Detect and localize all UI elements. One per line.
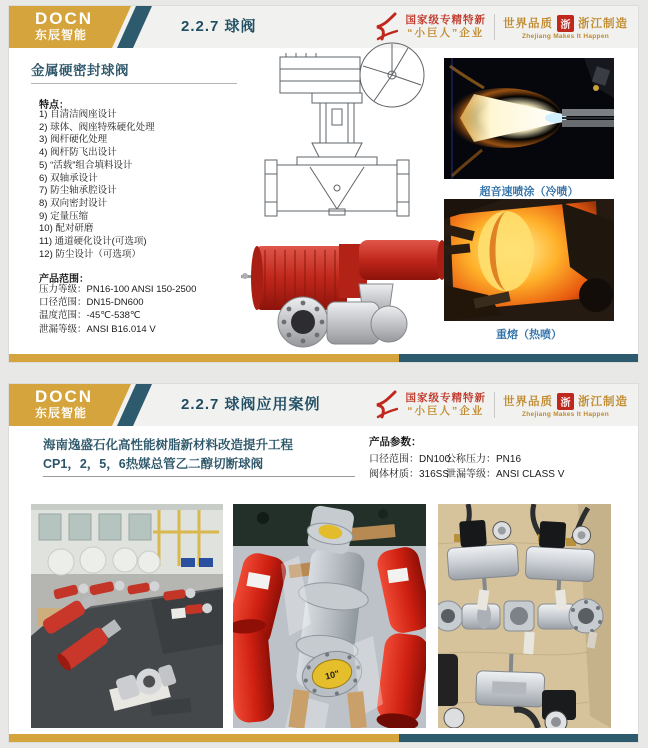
feature-item: 7) 防尘轴承腔设计 <box>39 185 117 197</box>
param-leakage-class: 泄漏等级：ANSI CLASS V <box>446 469 565 480</box>
features-label: 特点： <box>39 100 69 111</box>
heading-underline <box>31 83 237 84</box>
valve-technical-drawing <box>252 39 447 217</box>
case-title-underline <box>43 476 355 477</box>
range-line: 口径范围：DN15-DN600 <box>39 297 144 309</box>
feature-item: 3) 阀杆硬化处理 <box>39 134 108 146</box>
slide-1-card <box>8 5 639 363</box>
feature-item: 6) 双轴承设计 <box>39 172 98 184</box>
slide-2-card <box>8 383 639 743</box>
photo-factory-floor <box>31 504 223 728</box>
footer-teal-segment <box>399 734 638 742</box>
badge2-subtitle: Zhejiang Makes It Happen <box>521 410 610 418</box>
cold-spray-caption: 超音速喷涂（冷喷） <box>479 186 579 198</box>
params-label: 产品参数： <box>369 436 422 448</box>
badge-divider <box>494 14 495 40</box>
badge1-line1: 国家级专精特新 <box>405 13 486 26</box>
brand-logo <box>35 10 93 41</box>
brand-logo-line2: 东辰智能 <box>35 27 88 42</box>
section-heading: 金属硬密封球阀 <box>31 63 129 78</box>
param-body-material: 阀体材质：316SS <box>369 469 450 480</box>
feature-item: 9) 定量压缩 <box>39 210 89 222</box>
valve-size-label: 10" <box>324 668 341 682</box>
feature-item: 5) “活载”组合填料设计 <box>39 159 133 171</box>
header-badges <box>374 384 629 426</box>
product-range-label: 产品范围： <box>39 274 89 285</box>
feature-item: 11) 通道硬化设计(可选项) <box>39 236 147 248</box>
zhejiang-made-icon: 浙 <box>557 15 574 32</box>
badge1-line1: 国家级专精特新 <box>405 391 486 404</box>
national-title-badge <box>406 14 487 40</box>
badge2-right-text: 浙江制造 <box>578 396 628 408</box>
photo-remelt-hot-spray <box>444 199 614 321</box>
case-title <box>43 436 293 474</box>
brand-logo <box>35 388 93 419</box>
zhejiang-made-badge <box>503 15 628 40</box>
badge1-line2: “小巨人”企业 <box>407 405 485 417</box>
badge2-left-text: 世界品质 <box>503 18 553 30</box>
badge1-line2: “小巨人”企业 <box>407 27 485 39</box>
slide-title: 2.2.7 球阀 <box>181 18 257 35</box>
feature-item: 12) 防尘设计（可选项） <box>39 248 141 260</box>
badge2-left-text: 世界品质 <box>503 396 553 408</box>
range-line: 泄漏等级：ANSI B16.014 V <box>39 323 156 335</box>
badge-divider <box>494 392 495 418</box>
features-list <box>39 109 155 261</box>
badge2-right-text: 浙江制造 <box>578 18 628 30</box>
range-line: 压力等级：PN16-100 ANSI 150-2500 <box>39 284 197 295</box>
feature-item: 10) 配对研磨 <box>39 223 94 235</box>
feature-item: 4) 阀杆防飞出设计 <box>39 147 117 159</box>
footer-gold-segment <box>9 354 399 362</box>
zhejiang-made-icon: 浙 <box>557 393 574 410</box>
case-title-line2: CP1，2，5，6热媒总管乙二醇切断球阀 <box>43 457 264 471</box>
case-title-line1: 海南逸盛石化高性能树脂新材料改造提升工程 <box>43 438 294 452</box>
footer-teal-segment <box>399 354 638 362</box>
photo-valves-packed <box>233 504 426 728</box>
calligraphy-figure-icon <box>374 390 398 420</box>
zhejiang-made-badge <box>503 393 628 418</box>
feature-item: 2) 球体、阀座特殊硬化处理 <box>39 121 155 133</box>
brand-logo-line1: DOCN <box>35 387 94 406</box>
national-title-badge <box>406 392 487 418</box>
feature-item: 1) 自清洁阀座设计 <box>39 109 117 120</box>
slide-footer-bar <box>9 354 638 362</box>
slide-title: 2.2.7 球阀应用案例 <box>181 396 321 413</box>
photo-supersonic-cold-spray <box>444 58 614 179</box>
photo-crate-valves <box>438 504 611 728</box>
range-line: 温度范围：-45℃-538℃ <box>39 310 141 322</box>
brand-logo-line1: DOCN <box>35 9 94 28</box>
brand-logo-line2: 东辰智能 <box>35 405 88 420</box>
param-diameter: 口径范围：DN100 <box>369 454 451 465</box>
calligraphy-figure-icon <box>374 12 398 42</box>
feature-item: 8) 双向密封设计 <box>39 197 108 209</box>
footer-gold-segment <box>9 734 399 742</box>
slide-2-header <box>9 384 638 426</box>
product-range-list <box>39 283 196 336</box>
param-pressure: 公称压力：PN16 <box>446 454 522 465</box>
actuated-ball-valve-render <box>241 218 449 354</box>
hot-spray-caption: 重熔（热喷） <box>496 329 562 341</box>
badge2-subtitle: Zhejiang Makes It Happen <box>521 32 610 40</box>
slide-footer-bar <box>9 734 638 742</box>
